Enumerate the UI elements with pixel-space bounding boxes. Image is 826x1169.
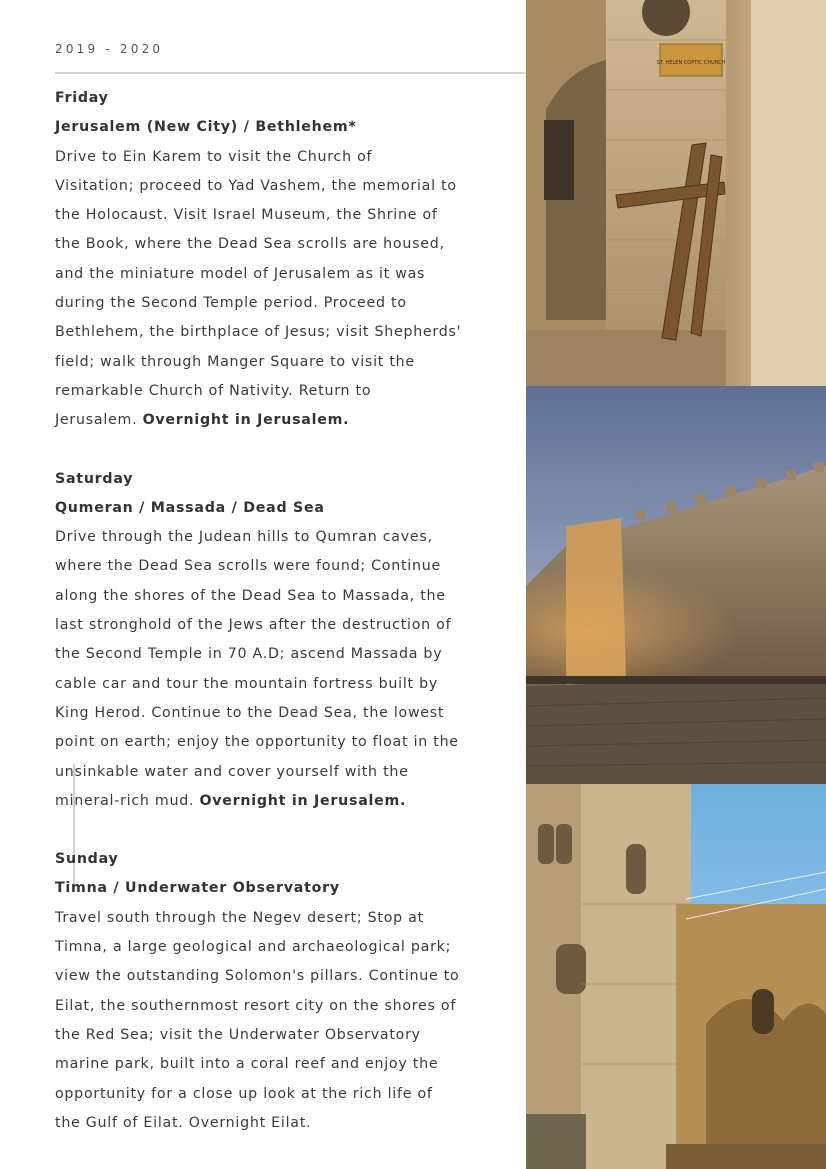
- desc-line: point on earth; enjoy the opportunity to float in the: [55, 734, 459, 751]
- desc-line: unsinkable water and cover yourself with the: [55, 763, 409, 780]
- day-route: Qumeran / Massada / Dead Sea: [55, 499, 325, 516]
- desc-text: Jerusalem.: [55, 412, 138, 429]
- day-route: Jerusalem (New City) / Bethlehem*: [55, 119, 357, 136]
- itinerary-column: [55, 84, 495, 1167]
- photo-church-facade: [526, 784, 826, 1169]
- day-saturday: [55, 465, 495, 817]
- photo-city-wall: [526, 386, 826, 784]
- photo-column: [526, 0, 826, 1169]
- desc-line: last stronghold of the Jews after the destruction of: [55, 617, 452, 634]
- overnight-note: Overnight in Jerusalem.: [142, 412, 350, 429]
- day-sunday: [55, 845, 495, 1138]
- desc-line-last: [55, 787, 495, 816]
- overnight-note: Overnight in Jerusalem.: [199, 792, 407, 809]
- desc-line: cable car and tour the mountain fortress built by: [55, 675, 438, 692]
- day-title: Friday: [55, 90, 109, 106]
- desc-line: King Herod. Continue to the Dead Sea, the lowest: [55, 704, 445, 721]
- desc-line: marine park, built into a coral reef and enjoy the: [55, 1056, 439, 1073]
- desc-line: the Holocaust. Visit Israel Museum, the Shrine of: [55, 207, 438, 224]
- desc-line: the Second Temple in 70 A.D; ascend Massada by: [55, 646, 443, 663]
- day-title: Saturday: [55, 470, 134, 487]
- desc-line: Eilat, the southernmost resort city on the shores of: [55, 997, 457, 1014]
- desc-line: Travel south through the Negev desert; Stop at: [55, 909, 424, 926]
- desc-line: Bethlehem, the birthplace of Jesus; visit Shepherds': [55, 324, 462, 341]
- desc-text: mineral-rich mud.: [55, 792, 195, 809]
- desc-line: the Red Sea; visit the Underwater Observatory: [55, 1026, 421, 1043]
- photo-cross-alley: [526, 0, 826, 386]
- desc-line: Visitation; proceed to Yad Vashem, the memorial to: [55, 177, 457, 194]
- desc-line: where the Dead Sea scrolls were found; Continue: [55, 558, 441, 575]
- desc-line: Timna, a large geological and archaeological park;: [55, 939, 452, 956]
- day-route: Timna / Underwater Observatory: [55, 880, 340, 897]
- day-title: Sunday: [55, 851, 119, 868]
- desc-line: the Gulf of Eilat. Overnight Eilat.: [55, 1114, 312, 1131]
- desc-line-last: [55, 406, 495, 435]
- desc-line: view the outstanding Solomon's pillars. Continue to: [55, 968, 460, 985]
- desc-line: opportunity for a close up look at the rich life of: [55, 1085, 433, 1102]
- church-sign-text: ST. HELEN COPTIC CHURCH: [656, 60, 726, 66]
- desc-line: Drive through the Judean hills to Qumran caves,: [55, 529, 433, 546]
- desc-line: the Book, where the Dead Sea scrolls are housed,: [55, 236, 445, 253]
- desc-line: remarkable Church of Nativity. Return to: [55, 382, 372, 399]
- day-friday: [55, 84, 495, 436]
- desc-line: during the Second Temple period. Proceed to: [55, 295, 407, 312]
- desc-line: and the miniature model of Jerusalem as it was: [55, 265, 426, 282]
- header-divider: [55, 72, 526, 74]
- desc-line: along the shores of the Dead Sea to Massada, the: [55, 587, 446, 604]
- desc-line: field; walk through Manger Square to visit the: [55, 353, 415, 370]
- desc-line: Drive to Ein Karem to visit the Church of: [55, 148, 373, 165]
- year-range: 2019 - 2020: [55, 42, 164, 56]
